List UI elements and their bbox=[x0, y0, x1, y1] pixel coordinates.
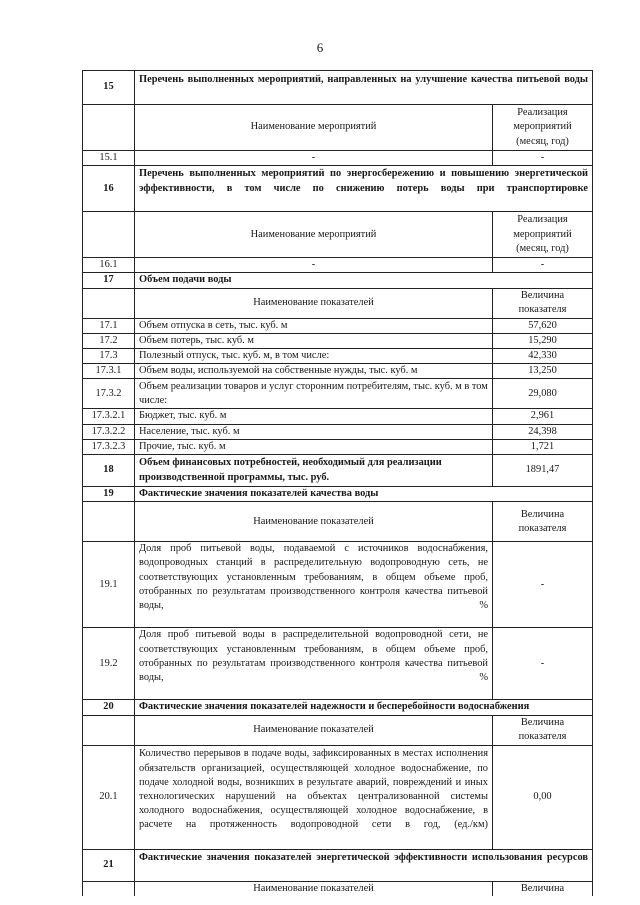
table-row bbox=[83, 333, 593, 348]
column-header-row bbox=[83, 881, 593, 896]
section-title: Объем финансовых потребностей, необходимый для реализации производственной программы, тыс. руб. bbox=[135, 455, 493, 487]
row-number: 19.1 bbox=[83, 542, 135, 628]
row-value: 2,961 bbox=[493, 409, 593, 424]
row-value: 15,290 bbox=[493, 333, 593, 348]
row-name: Доля проб питьевой воды в распределительной водопроводной сети, не соответствующих установленным требованиям, в общем объеме проб, отобранных по результатам производственного контроля качества питьевой воды, % bbox=[135, 628, 493, 700]
empty-cell bbox=[83, 715, 135, 745]
row-value: 24,398 bbox=[493, 424, 593, 439]
table-row bbox=[83, 424, 593, 439]
row-number: 17.3.2 bbox=[83, 379, 135, 409]
column-header-name: Наименование показателей bbox=[135, 288, 493, 318]
row-number: 20.1 bbox=[83, 745, 135, 849]
row-number: 17.3.2.3 bbox=[83, 439, 135, 454]
row-name: Объем отпуска в сеть, тыс. куб. м bbox=[135, 318, 493, 333]
column-header-value: Величина bbox=[493, 881, 593, 896]
row-number: 17.3.2.1 bbox=[83, 409, 135, 424]
section-number: 19 bbox=[83, 487, 135, 502]
column-header-value: Величина показателя bbox=[493, 715, 593, 745]
row-value: 1,721 bbox=[493, 439, 593, 454]
section-19-header bbox=[83, 487, 593, 502]
table-row bbox=[83, 379, 593, 409]
column-header-name: Наименование показателей bbox=[135, 881, 493, 896]
row-number: 17.2 bbox=[83, 333, 135, 348]
row-value: - bbox=[493, 542, 593, 628]
section-21-header bbox=[83, 849, 593, 881]
section-16-header bbox=[83, 166, 593, 212]
section-value: 1891,47 bbox=[493, 455, 593, 487]
section-number: 21 bbox=[83, 849, 135, 881]
column-header-value: Величина показателя bbox=[493, 502, 593, 542]
column-header-name: Наименование мероприятий bbox=[135, 212, 493, 258]
row-value: - bbox=[493, 628, 593, 700]
row-name: - bbox=[135, 258, 493, 273]
table-row bbox=[83, 364, 593, 379]
row-number: 16.1 bbox=[83, 258, 135, 273]
section-title: Объем подачи воды bbox=[135, 273, 593, 288]
column-header-row bbox=[83, 715, 593, 745]
row-number: 17.1 bbox=[83, 318, 135, 333]
section-title: Перечень выполненных мероприятий по энергосбережению и повышению энергетической эффективности, в том числе по снижению потерь воды при транспортировке bbox=[135, 166, 593, 212]
row-value: 0,00 bbox=[493, 745, 593, 849]
section-18-row bbox=[83, 455, 593, 487]
section-number: 20 bbox=[83, 700, 135, 715]
row-value: 42,330 bbox=[493, 349, 593, 364]
table-row bbox=[83, 745, 593, 849]
table-row bbox=[83, 151, 593, 166]
column-header-value: Реализация мероприятий (месяц, год) bbox=[493, 105, 593, 151]
row-number: 17.3 bbox=[83, 349, 135, 364]
row-name: Население, тыс. куб. м bbox=[135, 424, 493, 439]
row-name: Объем реализации товаров и услуг сторонним потребителям, тыс. куб. м в том числе: bbox=[135, 379, 493, 409]
row-name: Доля проб питьевой воды, подаваемой с источников водоснабжения, водопроводных станций в распределительную водопроводную сеть, не соответствующих установленным требованиям, в общем объеме проб, отобранных по результатам производственного контроля качества питьевой воды, % bbox=[135, 542, 493, 628]
table-row bbox=[83, 409, 593, 424]
section-number: 18 bbox=[83, 455, 135, 487]
section-title: Фактические значения показателей надежности и бесперебойности водоснабжения bbox=[135, 700, 593, 715]
table-row bbox=[83, 318, 593, 333]
page-number: 6 bbox=[316, 40, 324, 55]
section-title: Фактические значения показателей качества воды bbox=[135, 487, 593, 502]
column-header-name: Наименование показателей bbox=[135, 502, 493, 542]
column-header-name: Наименование мероприятий bbox=[135, 105, 493, 151]
production-program-table bbox=[82, 70, 593, 896]
section-title: Фактические значения показателей энергетической эффективности использования ресурсов bbox=[135, 849, 593, 881]
table-row bbox=[83, 349, 593, 364]
row-name: Объем потерь, тыс. куб. м bbox=[135, 333, 493, 348]
row-name: - bbox=[135, 151, 493, 166]
row-name: Количество перерывов в подаче воды, зафиксированных в местах исполнения обязательств организацией, осуществляющей холодное водоснабжение, по подаче холодной воды, возникших в результате аварий, повреждений и иных технологических нарушений на объектах централизованной системы холодного водоснабжения, осуществляющей холодное водоснабжение, в расчете на протяженность водопроводной сети в год, (ед./км) bbox=[135, 745, 493, 849]
row-number: 17.3.2.2 bbox=[83, 424, 135, 439]
column-header-row bbox=[83, 502, 593, 542]
section-number: 16 bbox=[83, 166, 135, 212]
row-name: Бюджет, тыс. куб. м bbox=[135, 409, 493, 424]
row-name: Полезный отпуск, тыс. куб. м, в том числе: bbox=[135, 349, 493, 364]
row-name: Прочие, тыс. куб. м bbox=[135, 439, 493, 454]
column-header-row bbox=[83, 212, 593, 258]
empty-cell bbox=[83, 288, 135, 318]
row-value: 29,080 bbox=[493, 379, 593, 409]
empty-cell bbox=[83, 502, 135, 542]
row-value: 57,620 bbox=[493, 318, 593, 333]
section-title: Перечень выполненных мероприятий, направленных на улучшение качества питьевой воды bbox=[135, 71, 593, 105]
column-header-value: Реализация мероприятий (месяц, год) bbox=[493, 212, 593, 258]
section-number: 15 bbox=[83, 71, 135, 105]
column-header-value: Величина показателя bbox=[493, 288, 593, 318]
section-17-header bbox=[83, 273, 593, 288]
column-header-row bbox=[83, 105, 593, 151]
table-row bbox=[83, 628, 593, 700]
table-row bbox=[83, 439, 593, 454]
table-row bbox=[83, 542, 593, 628]
row-value: - bbox=[493, 258, 593, 273]
column-header-row bbox=[83, 288, 593, 318]
section-15-header bbox=[83, 71, 593, 105]
empty-cell bbox=[83, 212, 135, 258]
table-row bbox=[83, 258, 593, 273]
row-name: Объем воды, используемой на собственные нужды, тыс. куб. м bbox=[135, 364, 493, 379]
row-value: - bbox=[493, 151, 593, 166]
row-number: 15.1 bbox=[83, 151, 135, 166]
column-header-name: Наименование показателей bbox=[135, 715, 493, 745]
row-number: 19.2 bbox=[83, 628, 135, 700]
empty-cell bbox=[83, 881, 135, 896]
section-20-header bbox=[83, 700, 593, 715]
row-value: 13,250 bbox=[493, 364, 593, 379]
row-number: 17.3.1 bbox=[83, 364, 135, 379]
empty-cell bbox=[83, 105, 135, 151]
section-number: 17 bbox=[83, 273, 135, 288]
